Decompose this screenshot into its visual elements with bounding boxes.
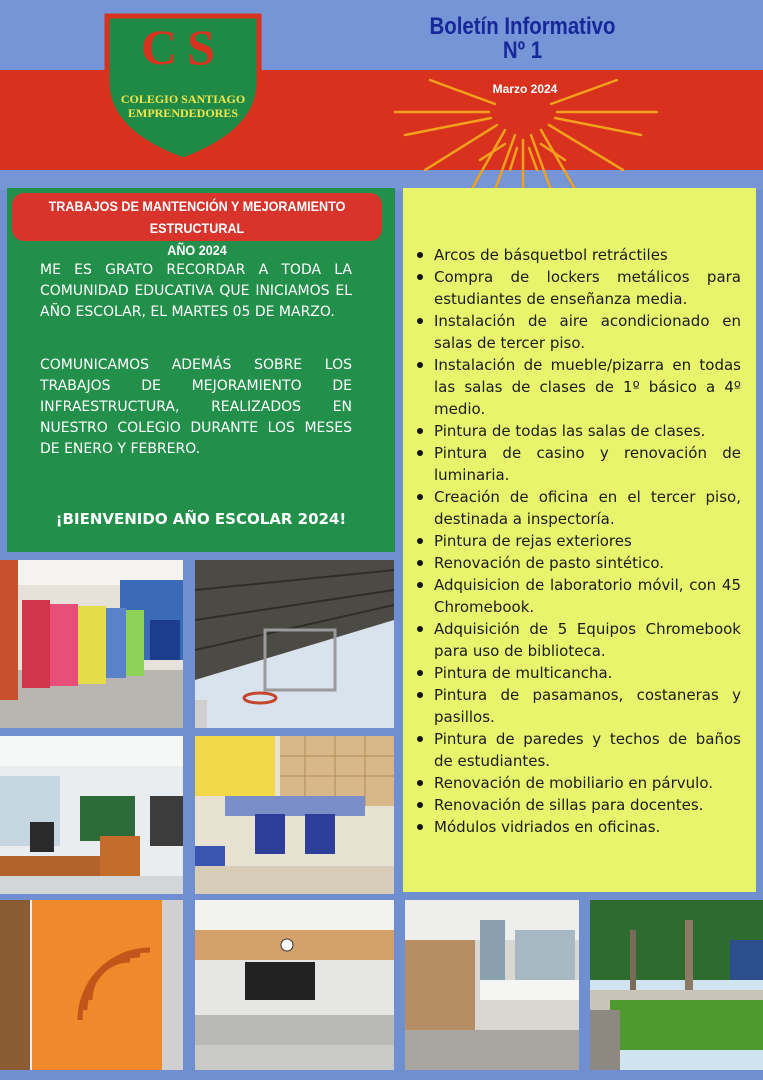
list-item: Pintura de paredes y techos de baños de estudiantes. <box>434 730 741 770</box>
bulletin-date: Marzo 2024 <box>492 82 558 96</box>
list-item: Adquisición de 5 Equipos Chromebook para uso de biblioteca. <box>434 620 741 660</box>
bulletin-title: Boletín Informativo Nº 1 <box>429 13 616 64</box>
photo-classroom <box>195 736 394 894</box>
notice-paragraph-1: ME ES GRATO RECORDAR A TODA LA COMUNIDAD EDUCATIVA QUE INICIAMOS EL AÑO ESCOLAR, EL MARTES 05 DE MARZO. <box>40 262 352 320</box>
list-item: Creación de oficina en el tercer piso, destinada a inspectoría. <box>434 488 741 528</box>
logo-letters: CS <box>141 19 225 75</box>
notice-badge: TRABAJOS DE MANTENCIÓN Y MEJORAMIENTO ESTRUCTURAL AÑO 2024 <box>12 193 382 241</box>
notice-paragraph-2: COMUNICAMOS ADEMÁS SOBRE LOS TRABAJOS DE MEJORAMIENTO DE INFRAESTRUCTURA, REALIZADOS EN NUESTRO COLEGIO DURANTE LOS MESES DE ENERO Y FEBRERO. <box>40 357 352 457</box>
list-item: Instalación de aire acondicionado en salas de tercer piso. <box>434 312 741 352</box>
photo-basketball-hoop <box>195 560 394 728</box>
list-item: Módulos vidriados en oficinas. <box>434 816 741 838</box>
list-item: Pintura de pasamanos, costaneras y pasillos. <box>434 686 741 726</box>
photo-tv-classroom <box>195 900 394 1070</box>
list-item: Renovación de pasto sintético. <box>434 552 741 574</box>
logo-school-name: COLEGIO SANTIAGO EMPRENDEDORES <box>120 92 246 120</box>
list-item: Pintura de todas las salas de clases. <box>434 420 741 442</box>
photo-lockers <box>0 560 183 728</box>
list-item: Pintura de multicancha. <box>434 662 741 684</box>
list-item: Pintura de casino y renovación de luminaria. <box>434 444 741 484</box>
list-item: Arcos de básquetbol retráctiles <box>434 244 741 266</box>
photo-schoolyard <box>590 900 763 1070</box>
list-item: Adquisicion de laboratorio móvil, con 45 Chromebook. <box>434 576 741 616</box>
photo-bathroom <box>405 900 579 1070</box>
list-item: Instalación de mueble/pizarra en todas las salas de clases de 1º básico a 4º medio. <box>434 356 741 418</box>
list-item: Renovación de mobiliario en párvulo. <box>434 772 741 794</box>
photo-orange-door <box>0 900 183 1070</box>
list-item: Pintura de rejas exteriores <box>434 530 741 552</box>
works-list <box>434 244 741 838</box>
photo-office <box>0 736 183 894</box>
school-logo-shield <box>103 12 263 164</box>
list-item: Renovación de sillas para docentes. <box>434 794 741 816</box>
welcome-message: ¡BIENVENIDO AÑO ESCOLAR 2024! <box>55 510 347 528</box>
list-item: Compra de lockers metálicos para estudiantes de enseñanza media. <box>434 268 741 308</box>
